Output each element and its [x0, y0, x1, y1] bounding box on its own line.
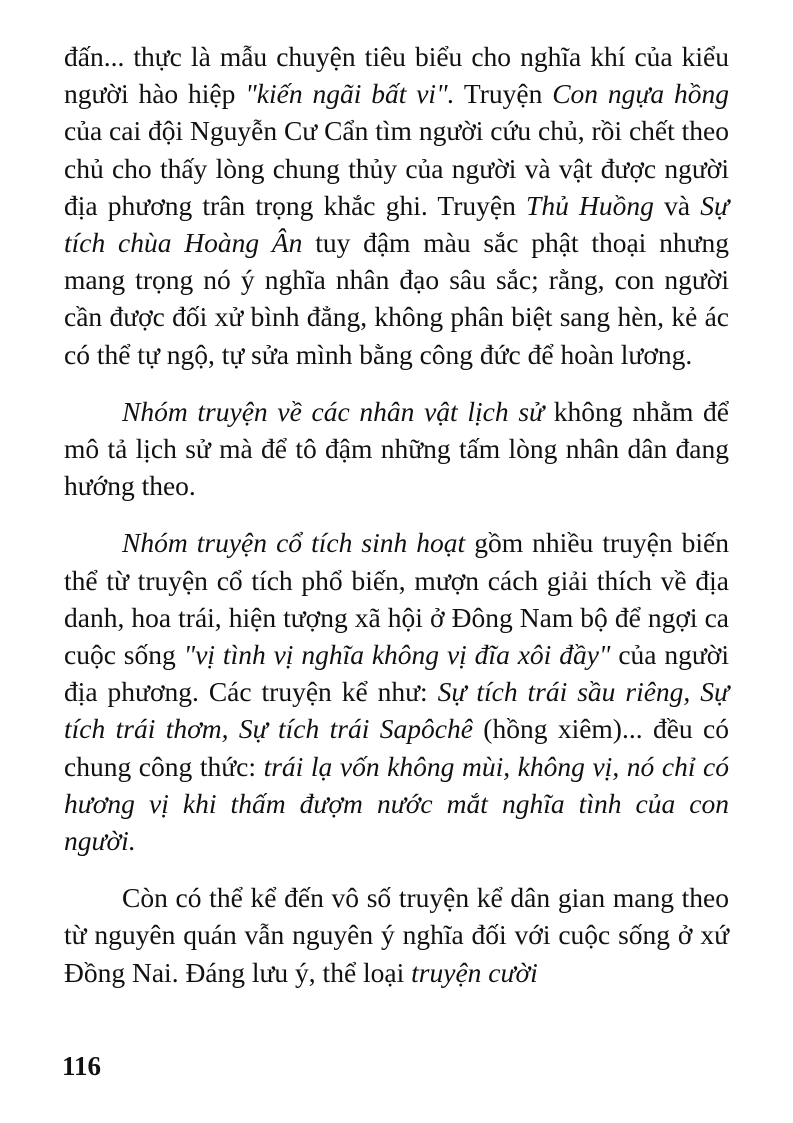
page-number: 116: [62, 1051, 102, 1081]
paragraph-4: Còn có thể kể đến vô số truyện kể dân gian mang theo từ nguyên quán vẫn nguyên ý nghĩa đối với cuộc sống ở xứ Đồng Nai. Đáng lưu ý, thể loại truyện cười: [64, 882, 729, 988]
paragraph-2: Nhóm truyện về các nhân vật lịch sử không nhằm để mô tả lịch sử mà để tô đậm những tấm lòng nhân dân đang hướng theo.: [64, 395, 730, 502]
paragraph-1: đấn... thực là mẫu chuyện tiêu biểu cho nghĩa khí của kiểu người hào hiệp "kiến ngãi bất vi". Truyện Con ngựa hồng của cai đội Nguyễn Cư Cẩn tìm người cứu chủ, rồi chết theo chủ cho thấy lòng chung thủy của người và vật được người địa phương trân trọng khắc ghi. Truyện Thủ Huồng và Sự tích chùa Hoàng Ân tuy đậm màu sắc phật thoại nhưng mang trọng nó ý nghĩa nhân đạo sâu sắc; rằng, con người cần được đối xử bình đẳng, không phân biệt sang hèn, kẻ ác có thể tự ngộ, tự sửa mình bằng công đức để hoàn lương.: [64, 41, 730, 370]
book-page-body: [64, 38, 729, 1011]
paragraph-3: Nhóm truyện cổ tích sinh hoạt gồm nhiều truyện biến thể từ truyện cổ tích phổ biến, mượn cách giải thích về địa danh, hoa trái, hiện tượng xã hội ở Đông Nam bộ để ngợi ca cuộc sống "vị tình vị nghĩa không vị đĩa xôi đầy" của người địa phương. Các truyện kể như: Sự tích trái sầu riêng, Sự tích trái thơm, Sự tích trái Sapôchê (hồng xiêm)... đều có chung công thức: trái lạ vốn không mùi, không vị, nó chỉ có hương vị khi thấm đượm nước mắt nghĩa tình của con người.: [64, 527, 730, 857]
